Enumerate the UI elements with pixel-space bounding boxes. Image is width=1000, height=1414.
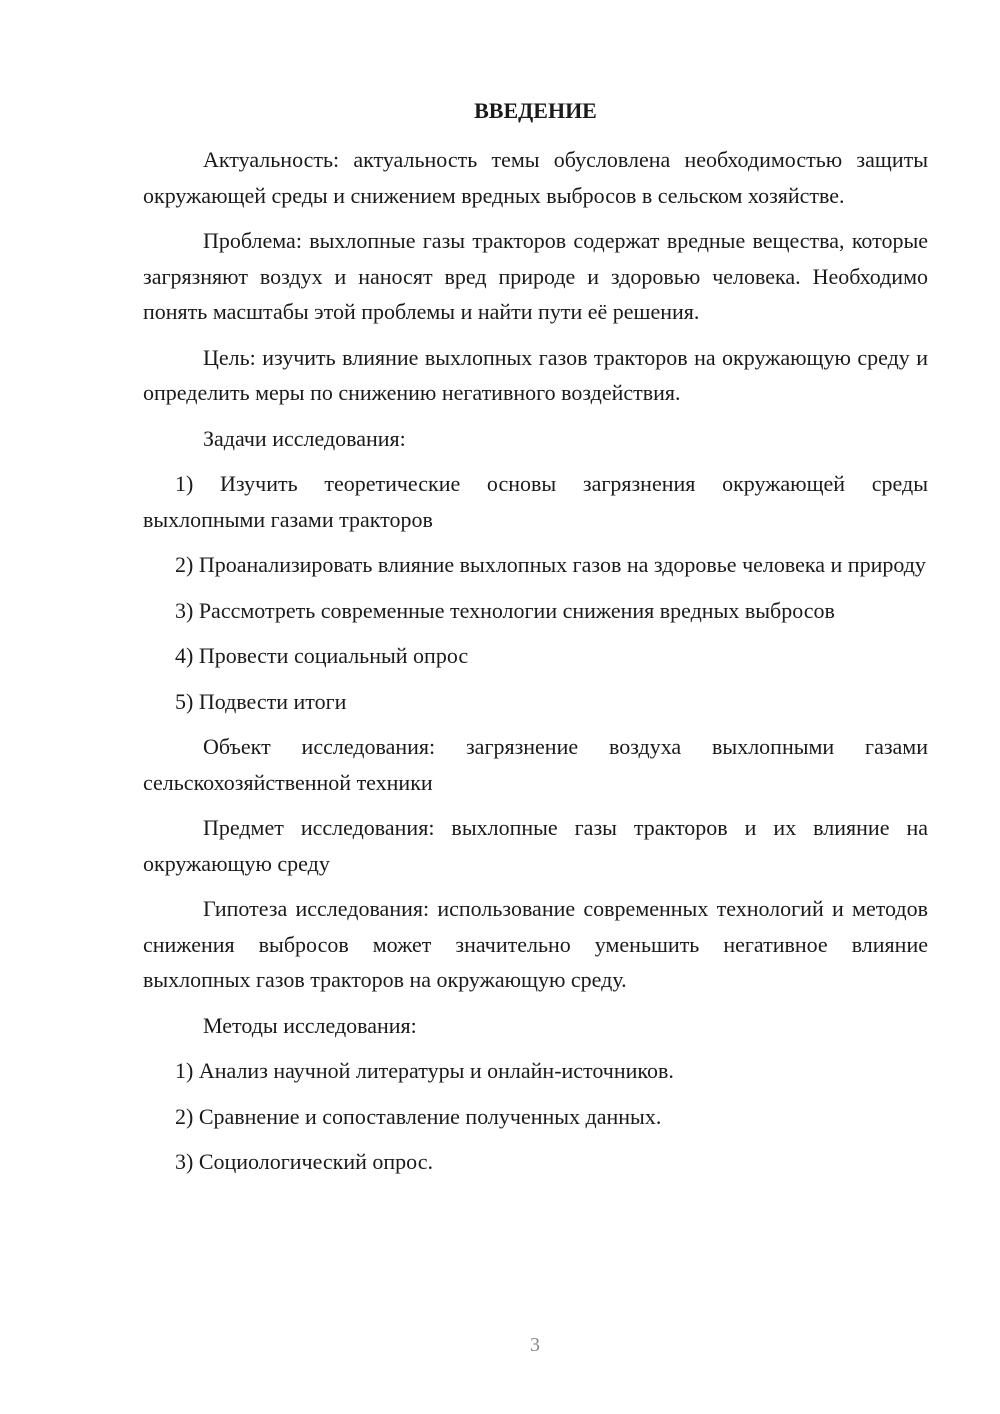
method-item: 2) Сравнение и сопоставление полученных данных. xyxy=(175,1103,662,1129)
goal-paragraph: Цель: изучить влияние выхлопных газов тракторов на окружающую среду и определить меры по снижению негативного воздействия. xyxy=(143,344,928,405)
task-item: 2) Проанализировать влияние выхлопных газов на здоровье человека и природу xyxy=(175,552,926,577)
method-item: 1) Анализ научной литературы и онлайн-источников. xyxy=(175,1058,674,1083)
methods-heading: Методы исследования: xyxy=(203,1012,417,1038)
object-paragraph: Объект исследования: загрязнение воздуха выхлопными газами сельскохозяйственной техники xyxy=(143,734,928,795)
method-item: 3) Социологический опрос. xyxy=(175,1149,433,1174)
problem-paragraph: Проблема: выхлопные газы тракторов содержат вредные вещества, которые загрязняют воздух и наносят вред природе и здоровью человека. Необходимо понять масштабы этой проблемы и найти пути её решения. xyxy=(143,228,928,324)
subject-paragraph: Предмет исследования: выхлопные газы тракторов и их влияние на окружающую среду xyxy=(143,815,928,876)
document-body xyxy=(143,142,928,1190)
task-item: 1) Изучить теоретические основы загрязнения окружающей среды выхлопными газами тракторов xyxy=(143,471,928,532)
page-number: 3 xyxy=(530,1334,540,1356)
hypothesis-paragraph: Гипотеза исследования: использование современных технологий и методов снижения выбросов может значительно уменьшить негативное влияние выхлопных газов тракторов на окружающую среду. xyxy=(143,896,928,992)
tasks-heading: Задачи исследования: xyxy=(203,425,406,451)
task-item: 3) Рассмотреть современные технологии снижения вредных выбросов xyxy=(175,597,835,623)
relevance-paragraph: Актуальность: актуальность темы обусловлена необходимостью защиты окружающей среды и снижением вредных выбросов в сельском хозяйстве. xyxy=(143,147,928,208)
task-item: 5) Подвести итоги xyxy=(175,688,347,714)
task-item: 4) Провести социальный опрос xyxy=(175,643,469,668)
page-title: ВВЕДЕНИЕ xyxy=(474,98,597,123)
